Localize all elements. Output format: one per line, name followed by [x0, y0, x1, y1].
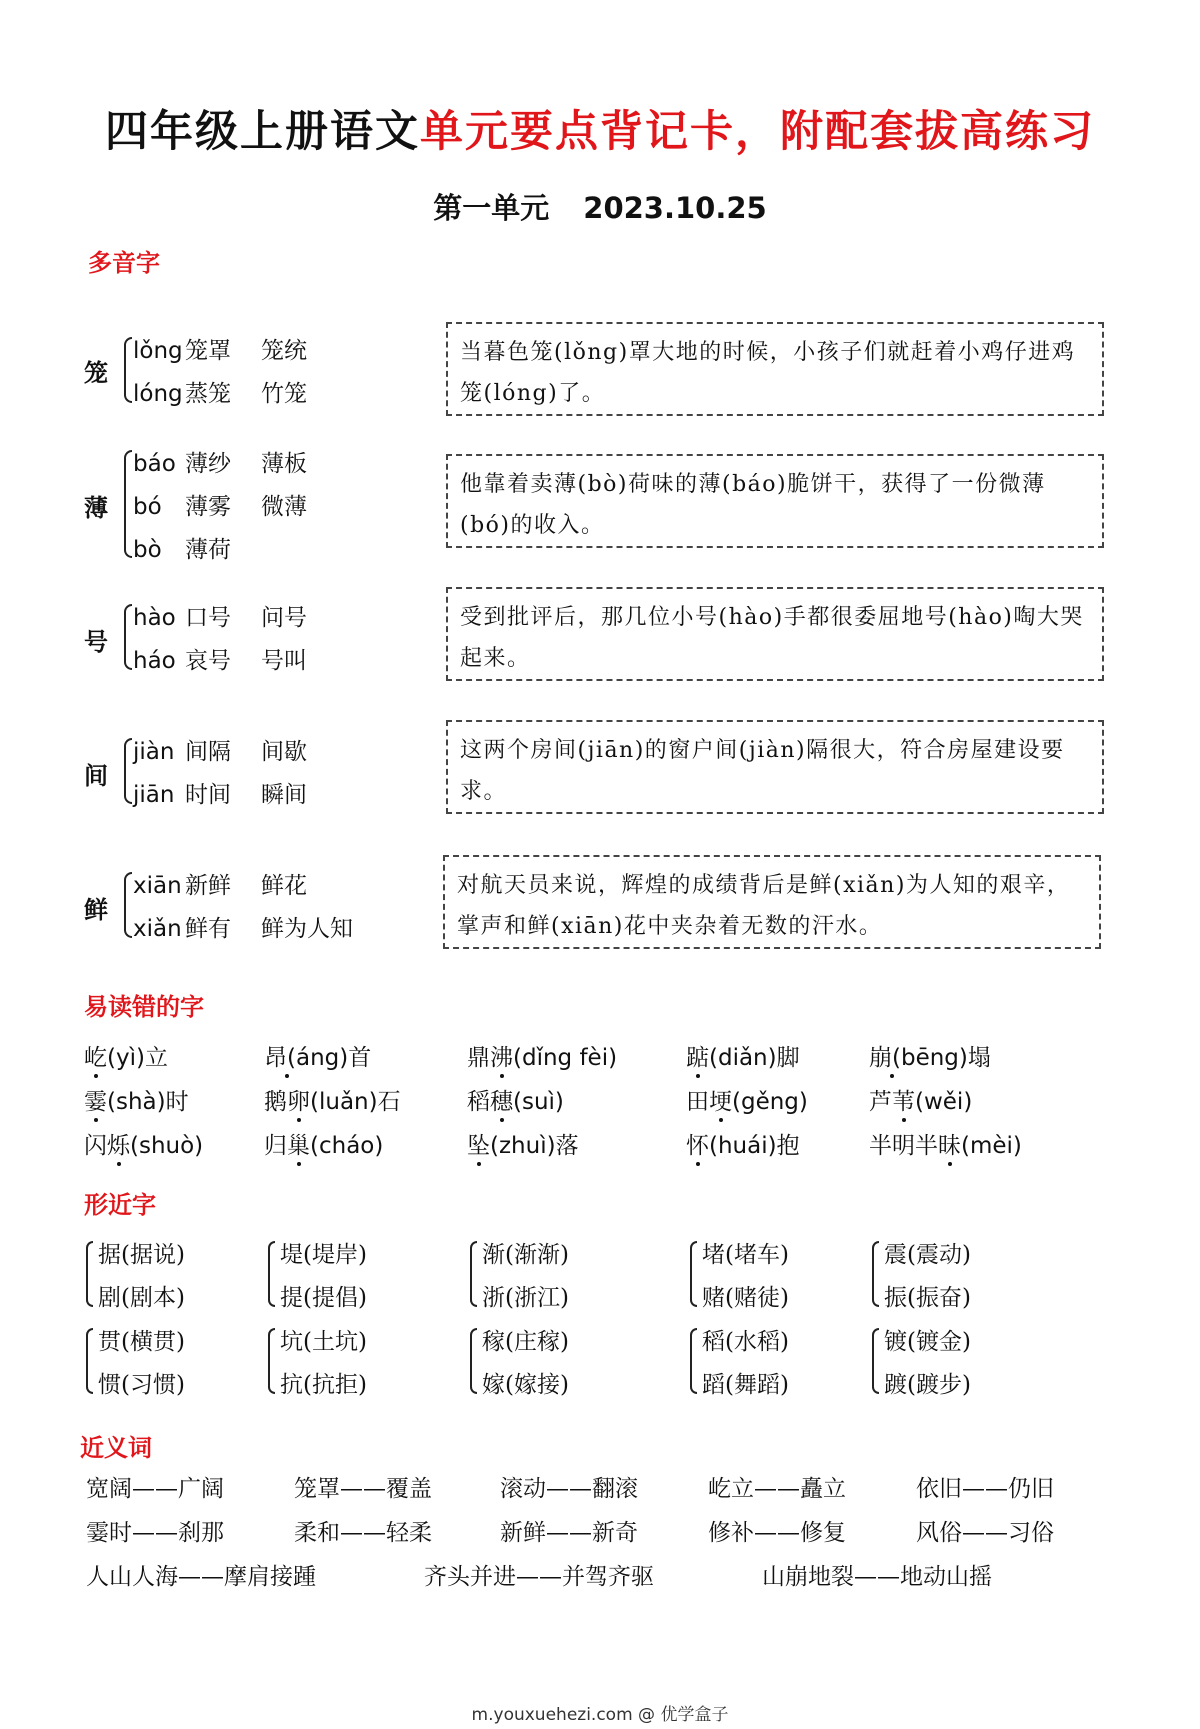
misread-word: 屹(yì)立: [84, 1045, 168, 1071]
synonym-pair: 屹立——矗立: [708, 1476, 846, 1502]
poly-char: 薄: [84, 493, 108, 522]
synonym-pair: 笼罩——覆盖: [294, 1476, 432, 1502]
misread-word: 霎(shà)时: [84, 1089, 189, 1115]
misread-word: 田埂(gěng): [686, 1089, 808, 1115]
poly-reading: jiān 时间 瞬间: [133, 782, 307, 808]
synonym-pair: 新鲜——新奇: [500, 1520, 638, 1546]
synonym-pair: 山崩地裂——地动山摇: [762, 1564, 992, 1590]
misread-word: 昂(áng)首: [264, 1045, 372, 1071]
brace: [268, 1328, 275, 1394]
brace: [470, 1328, 477, 1394]
brace: [124, 872, 132, 938]
poly-reading: bó 薄雾 微薄: [133, 494, 307, 520]
synonym-pair: 修补——修复: [708, 1520, 846, 1546]
poly-reading: báo 薄纱 薄板: [133, 451, 307, 477]
misread-word: 鼎沸(dǐng fèi): [467, 1045, 618, 1071]
synonym-pair: 依旧——仍旧: [916, 1476, 1054, 1502]
misread-word: 闪烁(shuò): [84, 1133, 204, 1159]
misread-word: 芦苇(wěi): [869, 1089, 973, 1115]
misread-word: 半明半昧(mèi): [869, 1133, 1022, 1159]
misread-word: 踮(diǎn)脚: [686, 1045, 800, 1071]
brace: [470, 1241, 477, 1307]
misread-word: 崩(bēng)塌: [869, 1045, 991, 1071]
section-synonyms-title: 近义词: [80, 1434, 152, 1462]
example-sentence-box: 这两个房间(jiān)的窗户间(jiàn)隔很大，符合房屋建设要求。: [446, 720, 1104, 814]
poly-reading: lóng 蒸笼 竹笼: [133, 381, 307, 407]
brace: [690, 1328, 697, 1394]
synonym-pair: 滚动——翻滚: [500, 1476, 638, 1502]
synonym-pair: 风俗——习俗: [916, 1520, 1054, 1546]
synonym-pair: 柔和——轻柔: [294, 1520, 432, 1546]
footer-watermark: m.youxuehezi.com @ 优学盒子: [471, 1705, 729, 1725]
example-sentence-box: 受到批评后，那几位小号(hào)手都很委屈地号(hào)啕大哭起来。: [446, 587, 1104, 681]
poly-reading: xiǎn 鲜有 鲜为人知: [133, 916, 353, 942]
example-sentence-box: 当暮色笼(lǒng)罩大地的时候，小孩子们就赶着小鸡仔进鸡笼(lóng)了。: [446, 322, 1104, 416]
brace: [690, 1241, 697, 1307]
poly-char: 间: [84, 761, 108, 790]
synonym-pair: 人山人海——摩肩接踵: [86, 1564, 316, 1590]
poly-reading: lǒng 笼罩 笼统: [133, 338, 307, 364]
page-title: [0, 98, 1200, 159]
poly-reading: bò 薄荷: [133, 537, 231, 563]
brace: [872, 1241, 879, 1307]
synonym-pair: 宽阔——广阔: [86, 1476, 224, 1502]
poly-char: 号: [84, 627, 108, 656]
poly-reading: háo 哀号 号叫: [133, 648, 307, 674]
brace: [124, 738, 132, 804]
poly-reading: jiàn 间隔 间歇: [133, 739, 307, 765]
brace: [86, 1328, 93, 1394]
title-red: 单元要点背记卡，附配套拔高练习: [420, 107, 1095, 157]
brace: [86, 1241, 93, 1307]
poly-char: 笼: [84, 358, 108, 387]
brace: [124, 450, 132, 558]
misread-word: 鹅卵(luǎn)石: [264, 1089, 401, 1115]
unit-label: 第一单元: [433, 191, 550, 225]
section-similar-title: 形近字: [84, 1191, 156, 1219]
date-label: 2023.10.25: [583, 191, 767, 225]
section-misread-title: 易读错的字: [84, 993, 204, 1021]
poly-reading: xiān 新鲜 鲜花: [133, 873, 307, 899]
brace: [124, 337, 132, 403]
brace: [268, 1241, 275, 1307]
example-sentence-box: 对航天员来说，辉煌的成绩背后是鲜(xiǎn)为人知的艰辛，掌声和鲜(xiān)花中夹杂着无数的汗水。: [443, 855, 1101, 949]
poly-reading: hào 口号 问号: [133, 605, 307, 631]
misread-word: 怀(huái)抱: [686, 1133, 800, 1159]
example-sentence-box: 他靠着卖薄(bò)荷味的薄(báo)脆饼干，获得了一份微薄(bó)的收入。: [446, 454, 1104, 548]
misread-word: 归巢(cháo): [264, 1133, 384, 1159]
synonym-pair: 霎时——刹那: [86, 1520, 224, 1546]
misread-word: 坠(zhuì)落: [467, 1133, 579, 1159]
section-polyphonic-title: 多音字: [88, 249, 160, 277]
poly-char: 鲜: [84, 895, 108, 924]
brace: [872, 1328, 879, 1394]
misread-word: 稻穗(suì): [467, 1089, 564, 1115]
title-black: 四年级上册语文: [105, 107, 420, 157]
synonym-pair: 齐头并进——并驾齐驱: [424, 1564, 654, 1590]
page-subtitle: [0, 186, 1200, 227]
brace: [124, 604, 132, 670]
